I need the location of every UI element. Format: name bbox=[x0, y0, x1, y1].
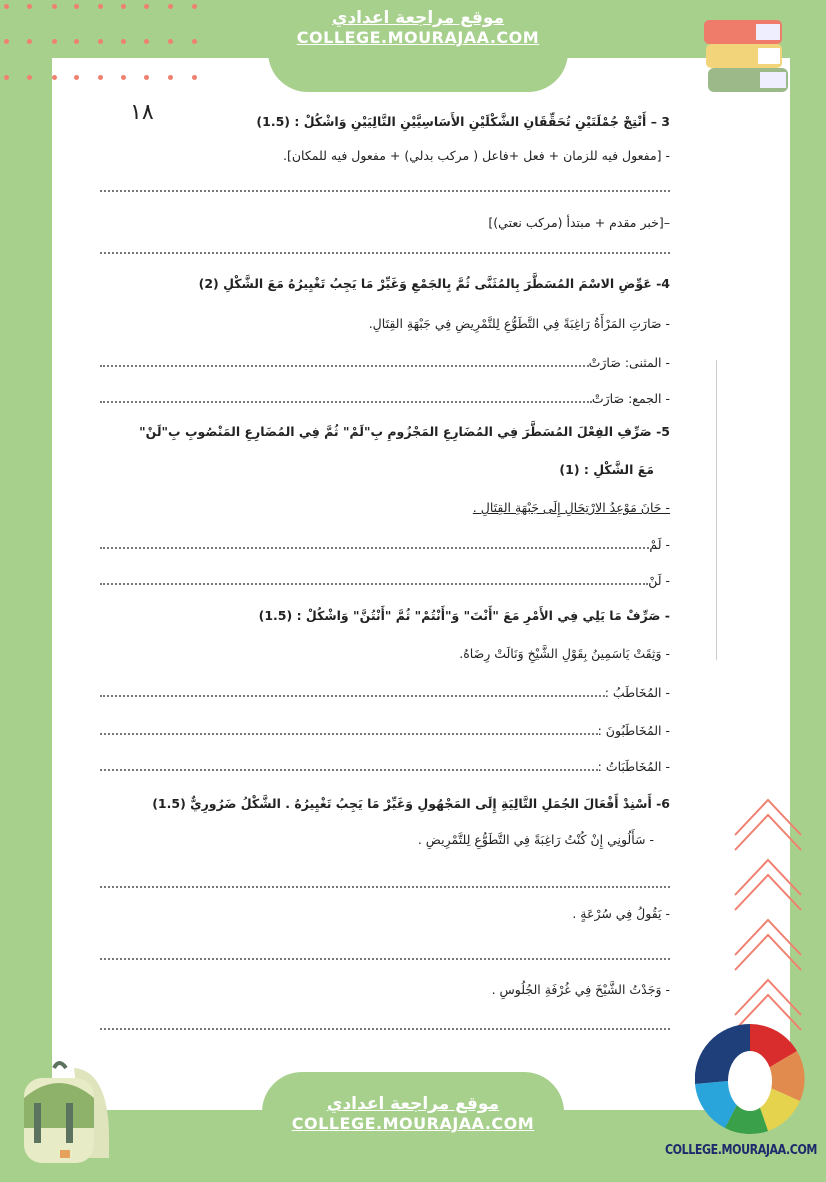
q5-lam-row[interactable] bbox=[100, 534, 670, 552]
logo-text: COLLEGE.MOURAJAA.COM bbox=[665, 1143, 817, 1158]
subjects-wheel-logo bbox=[695, 1022, 805, 1137]
header-brand-tab bbox=[268, 0, 568, 92]
q5b-p1-row[interactable] bbox=[100, 682, 670, 700]
footer-brand-url[interactable]: COLLEGE.MOURAJAA.COM bbox=[291, 1114, 535, 1133]
answer-line[interactable] bbox=[100, 886, 670, 888]
q4-dual-row[interactable] bbox=[100, 352, 670, 370]
q5b-p2-row[interactable] bbox=[100, 720, 670, 738]
answer-line[interactable] bbox=[100, 190, 670, 192]
q4-sentence: - صَارَتِ المَرْأَةُ رَاغِبَةً فِي التَّطَوُّعِ لِلتَّمْرِيضِ فِي جَبْهَةِ القِتَالِ. bbox=[368, 316, 670, 331]
books-icon bbox=[700, 18, 800, 98]
grade-mark: ١٨ bbox=[130, 100, 154, 125]
answer-line[interactable] bbox=[100, 252, 670, 254]
q5b-p3-row[interactable] bbox=[100, 756, 670, 774]
q5-lan-label: - لَنْ bbox=[648, 573, 670, 588]
q5-title2: مَعَ الشَّكْلِ : (1) bbox=[559, 462, 654, 477]
footer-brand-tab bbox=[262, 1072, 564, 1182]
q5-lam-label: - لَمْ bbox=[649, 537, 670, 552]
answer-line[interactable] bbox=[100, 958, 670, 960]
q3-item1: - [مفعول فيه للزمان + فعل +فاعل ( مركب بدلي) + مفعول فيه للمكان]. bbox=[283, 148, 670, 163]
q6-s3: - وَجَدْتُ الشَّيْخَ فِي غُرْفَةِ الجُلُوسِ . bbox=[491, 982, 670, 997]
q3-title: 3 – أَنْتِجْ جُمْلَتَيْنِ تُحَقِّقَانِ الشَّكْلَيْنِ الأَسَاسِيَّيْنِ التَّالِيَيْنِ وَاشْكُلْ : (1.5) bbox=[256, 114, 670, 129]
q6-title: 6- أَسْنِدْ أَفْعَالَ الجُمَلِ التَّالِيَةِ إِلَى المَجْهُولِ وَغَيِّرْ مَا يَجِبُ تَغْيِيرُهُ . الشَّكْلُ ضَرُورِيٌّ (1.5) bbox=[152, 796, 670, 811]
q5b-title: - صَرِّفْ مَا يَلِي فِي الأَمْرِ مَعَ "أَنْتَ" وَ"أَنْتُمْ" ثُمَّ "أَنْتُنَّ" وَاشْكُلْ : (1.5) bbox=[258, 608, 670, 623]
q4-plural-label: - الجمع: صَارَتْ bbox=[591, 391, 670, 406]
q5-title: 5- صَرِّفِ الفِعْلَ المُسَطَّرَ فِي المُضَارِعِ المَجْزُومِ بِ"لَمْ" ثُمَّ فِي المُضَارِعِ المَنْصُوبِ بِ"لَنْ" bbox=[139, 424, 670, 439]
scan-artifact-line bbox=[716, 360, 717, 660]
q3-item2: –[خبر مقدم + مبتدأ (مركب نعتي)] bbox=[488, 215, 670, 230]
q4-dual-label: - المثنى: صَارَتْ bbox=[588, 355, 670, 370]
q5-lan-row[interactable] bbox=[100, 570, 670, 588]
chevron-decoration-icon bbox=[733, 795, 803, 1055]
q4-plural-row[interactable] bbox=[100, 388, 670, 406]
q6-s1: - سَأَلُونِي إِنْ كُنْتُ رَاغِبَةً فِي التَّطَوُّعِ لِلتَّمْرِيضِ . bbox=[417, 832, 654, 847]
answer-line[interactable] bbox=[100, 1028, 670, 1030]
backpack-icon bbox=[14, 1058, 114, 1168]
q6-s2: - يَقُولُ فِي سُرْعَةٍ . bbox=[572, 906, 670, 921]
q5b-p2-label: - المُخَاطَبُونَ : bbox=[597, 723, 670, 738]
q4-title: 4- عَوِّضِ الاسْمَ المُسَطَّرَ بِالمُثَنَّى ثُمَّ بِالجَمْعِ وَغَيِّرْ مَا يَجِبُ تَغْيِيرُهُ مَعَ الشَّكْلِ (2) bbox=[198, 276, 670, 291]
q5b-p3-label: - المُخَاطَبَاتُ : bbox=[597, 759, 670, 774]
brand-arabic: موقع مراجعة اعدادي bbox=[331, 8, 505, 28]
q5-sentence: - حَانَ مَوْعِدُ الارْتِحَالِ إِلَى جَبْهَةِ القِتَالِ . bbox=[472, 500, 670, 515]
brand-url[interactable]: COLLEGE.MOURAJAA.COM bbox=[296, 28, 540, 47]
q5b-p1-label: - المُخَاطَبُ : bbox=[604, 685, 670, 700]
q5b-sentence: - وَثِقَتْ يَاسَمِينُ بِقَوْلِ الشَّيْخِ وَنَالَتْ رِضَاهُ. bbox=[459, 646, 670, 661]
footer-brand-arabic: موقع مراجعة اعدادي bbox=[326, 1094, 500, 1114]
